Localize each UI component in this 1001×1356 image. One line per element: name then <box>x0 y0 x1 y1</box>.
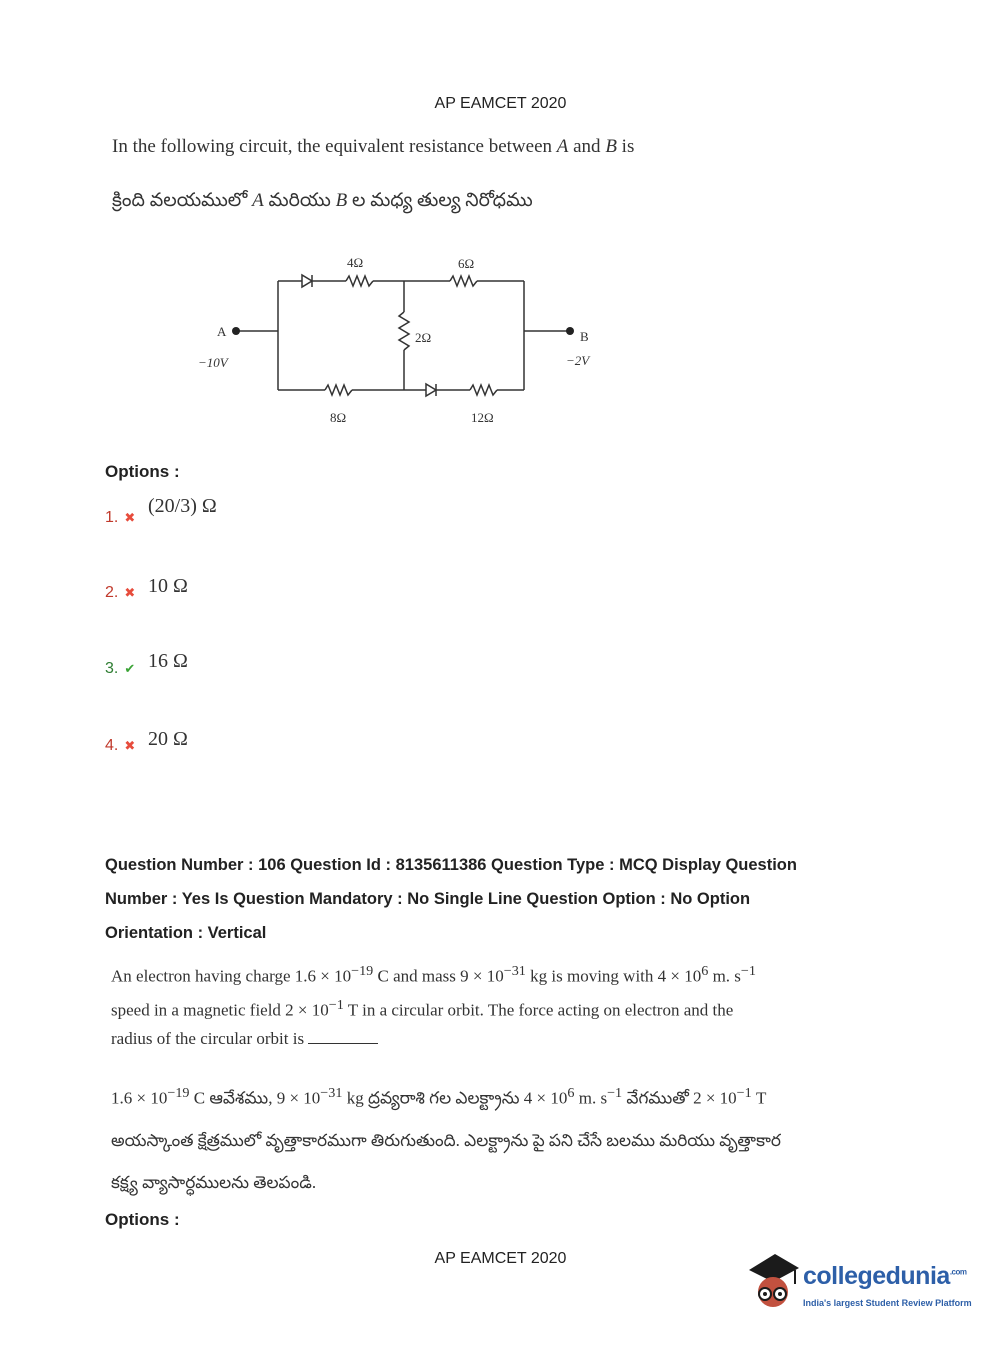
option-number: 2. <box>105 584 119 601</box>
diode-top <box>302 275 312 287</box>
resistor-2-ohm <box>399 312 409 350</box>
question2-te-line-2: అయస్కాంత క్షేత్రములో వృత్తాకారముగా తిరుగుతుంది. ఎలక్ట్రాను పై పని చేసే బలము మరియు వృత్తాకార <box>111 1130 781 1150</box>
terminal-b <box>566 327 574 335</box>
option-2 <box>105 584 135 602</box>
question-meta <box>105 848 885 950</box>
label-a-voltage: −10V <box>198 355 228 370</box>
circuit-diagram <box>190 250 610 430</box>
option-number: 3. <box>105 660 119 677</box>
question-text-telugu: క్రింది వలయములో A మరియు B ల మధ్య తుల్య నిరోధము <box>112 190 533 211</box>
label-12-ohm: 12Ω <box>471 410 494 425</box>
option-value: (20/3) Ω <box>148 495 217 517</box>
resistor-6-ohm <box>450 276 477 286</box>
check-icon: ✔ <box>124 661 136 676</box>
question-text-english: In the following circuit, the equivalent resistance between A and B is <box>112 136 635 157</box>
mascot-icon <box>745 1252 801 1314</box>
options-label: Options : <box>105 462 180 481</box>
label-4-ohm: 4Ω <box>347 255 364 270</box>
option-value: 20 Ω <box>148 728 188 750</box>
option-number: 4. <box>105 737 119 754</box>
option-value: 16 Ω <box>148 650 188 672</box>
question2-en-line-1: An electron having charge $1.6 \times 10^{-19}$ C and mass $9 \times 10^{-31}$ kg is moving with $4 \times 10^6$ m. $s^{-1}$ <box>111 963 756 986</box>
label-8-ohm: 8Ω <box>330 410 347 425</box>
label-6-ohm: 6Ω <box>458 256 475 271</box>
question2-text-english <box>111 957 811 1053</box>
collegedunia-logo <box>745 1252 975 1314</box>
meta-line-2: Number : Yes Is Question Mandatory : No Single Line Question Option : No Option <box>105 890 751 908</box>
option-number: 1. <box>105 509 119 526</box>
cross-icon: ✖ <box>124 738 136 753</box>
logo-name: collegedunia$^{.com}$ <box>803 1262 967 1290</box>
resistor-12-ohm <box>470 385 497 395</box>
meta-line-1: Question Number : 106 Question Id : 8135611386 Question Type : MCQ Display Question <box>105 856 797 874</box>
option-value: 10 Ω <box>148 575 188 597</box>
cross-icon: ✖ <box>124 585 136 600</box>
logo-tagline: India's largest Student Review Platform <box>803 1298 972 1308</box>
label-a: A <box>217 324 227 339</box>
resistor-4-ohm <box>346 276 373 286</box>
resistor-8-ohm <box>325 385 352 395</box>
question2-en-line-3: radius of the circular orbit is <box>111 1024 811 1053</box>
question2-te-line-3: కక్ష్య వ్యాసార్ధములను తెలపండి. <box>111 1172 317 1192</box>
question2-te-line-1: $1.6 \times 10^{-19}$ C ఆవేశము, $9 \times 10^{-31}$ kg ద్రవ్యరాశి గల ఎలక్ట్రాను $4 \times 10^6$ m. $s^{-1}$ వేగముతో $2 \times 10^{-1}$ T <box>111 1085 767 1108</box>
meta-line-3: Orientation : Vertical <box>105 924 267 942</box>
terminal-a <box>232 327 240 335</box>
cross-icon: ✖ <box>124 510 136 525</box>
options-label-2: Options : <box>105 1210 180 1229</box>
answer-blank <box>308 1043 378 1044</box>
option-4 <box>105 737 135 755</box>
option-1 <box>105 509 135 527</box>
question2-en-line-2: speed in a magnetic field $2 \times 10^{-1}$ T in a circular orbit. The force acting on electron and the <box>111 996 734 1020</box>
option-3 <box>105 660 135 678</box>
page-footer-title: AP EAMCET 2020 <box>434 1250 567 1267</box>
question2-text-telugu <box>111 1072 831 1204</box>
label-b-voltage: −2V <box>566 353 590 368</box>
diode-bottom <box>426 384 436 396</box>
page-header-title: AP EAMCET 2020 <box>434 95 567 112</box>
label-b: B <box>580 329 589 344</box>
label-2-ohm: 2Ω <box>415 330 432 345</box>
